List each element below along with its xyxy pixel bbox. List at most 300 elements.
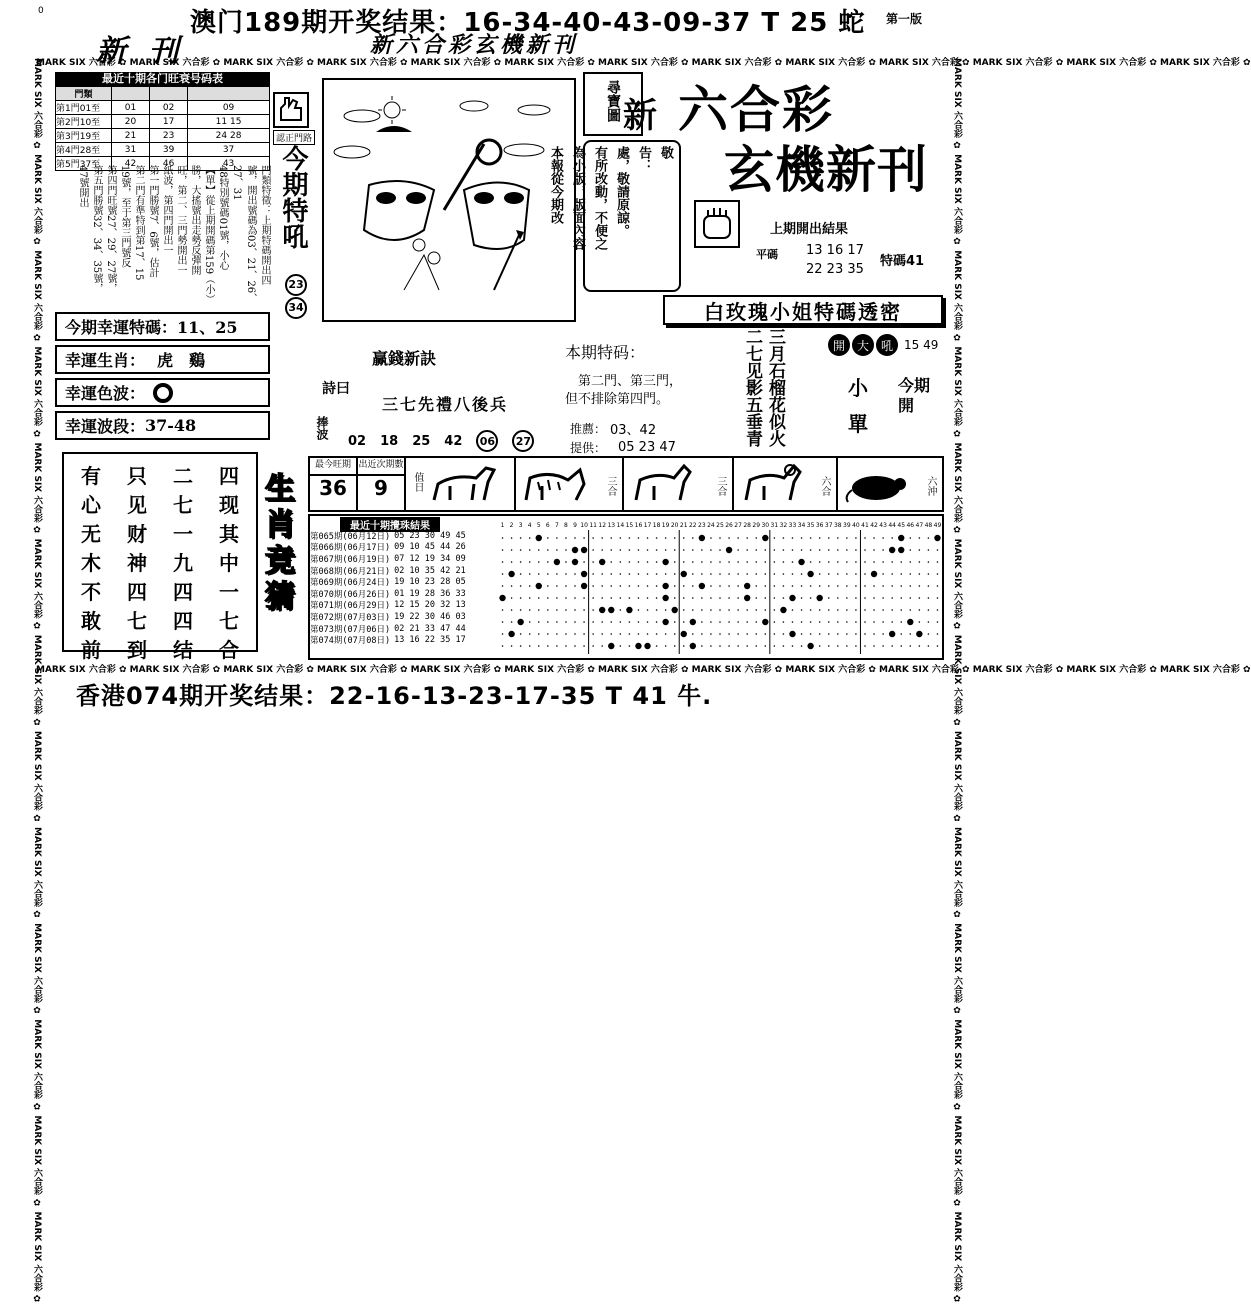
drawn-number-dot xyxy=(898,535,904,541)
grid-dot xyxy=(547,633,549,635)
grid-column-number: 6 xyxy=(545,522,550,529)
grid-dot xyxy=(774,633,776,635)
tiger-cell: 三合 xyxy=(516,458,624,512)
grid-dot xyxy=(919,549,921,551)
grid-dot xyxy=(502,633,504,635)
grid-dot xyxy=(520,561,522,563)
grid-dot xyxy=(873,585,875,587)
grid-dot xyxy=(683,537,685,539)
grid-dot xyxy=(511,561,513,563)
grid-column-number: 13 xyxy=(607,522,616,529)
grid-column-number: 18 xyxy=(652,522,661,529)
grid-dot xyxy=(928,537,930,539)
doors-table xyxy=(55,86,270,171)
grid-dot xyxy=(810,561,812,563)
grid-dot xyxy=(610,573,612,575)
grid-dot xyxy=(710,585,712,587)
grid-dot xyxy=(620,633,622,635)
grid-dot xyxy=(647,537,649,539)
grid-column-number: 20 xyxy=(670,522,679,529)
grid-dot xyxy=(828,561,830,563)
grid-dot xyxy=(919,597,921,599)
list-item: 第073期 (07月06日) 02 21 33 47 44 xyxy=(310,623,466,635)
drawn-number-dot xyxy=(671,607,677,613)
grid-dot xyxy=(837,549,839,551)
drawn-number-dot xyxy=(681,571,687,577)
grid-dot xyxy=(701,573,703,575)
grid-dot xyxy=(520,573,522,575)
grid-dot xyxy=(837,645,839,647)
bottom-mark-six-strip: MARK SIX 六合彩 ✿ MARK SIX 六合彩 ✿ MARK SIX 六合彩 ✿ MARK SIX 六合彩 ✿ MARK SIX 六合彩 ✿ MARK SIX 六合彩 ✿ MARK SIX 六合彩 ✿ MARK SIX 六合彩 ✿ MARK SIX 六合彩 ✿ MARK SIX 六合彩 ✿ MARK SIX 六合彩 ✿ MARK SIX 六合彩 ✿ MARK SIX 六合彩 ✿ xyxy=(36,665,1251,675)
grid-dot xyxy=(710,561,712,563)
grid-dot xyxy=(529,561,531,563)
grid-dot xyxy=(801,549,803,551)
grid-dot xyxy=(928,549,930,551)
grid-dot xyxy=(937,621,939,623)
grid-dot xyxy=(755,573,757,575)
drawn-number-dot xyxy=(789,595,795,601)
grid-dot xyxy=(529,621,531,623)
grid-dot xyxy=(864,573,866,575)
grid-dot xyxy=(746,573,748,575)
ram-cell: 六合 xyxy=(734,458,838,512)
grid-dot xyxy=(592,573,594,575)
grid-dot xyxy=(529,585,531,587)
grid-dot xyxy=(891,537,893,539)
grid-dot xyxy=(846,597,848,599)
drawn-number-dot xyxy=(807,571,813,577)
drawn-number-dot xyxy=(536,535,542,541)
drawn-number-dot xyxy=(699,583,705,589)
grid-dot xyxy=(601,573,603,575)
grid-dot xyxy=(620,537,622,539)
lucky-zodiac-row: 幸運生肖： 虎 鷄 xyxy=(55,345,270,374)
riddle-box xyxy=(746,330,786,449)
grid-dot xyxy=(937,609,939,611)
grid-dot xyxy=(601,597,603,599)
horse-cell: 值日 xyxy=(406,458,516,512)
grid-dot xyxy=(837,621,839,623)
lucky-panel xyxy=(55,312,270,444)
grid-dot xyxy=(638,597,640,599)
grid-dot xyxy=(864,633,866,635)
grid-dot xyxy=(774,573,776,575)
grid-dot xyxy=(819,537,821,539)
grid-dot xyxy=(882,597,884,599)
grid-dot xyxy=(565,537,567,539)
grid-dot xyxy=(882,561,884,563)
grid-dot xyxy=(900,621,902,623)
grid-dot xyxy=(828,645,830,647)
grid-dot xyxy=(728,621,730,623)
grid-dot xyxy=(601,537,603,539)
logo-title-1: 六合彩 xyxy=(678,80,834,139)
grid-dot xyxy=(629,537,631,539)
grid-dot xyxy=(547,549,549,551)
grid-dot xyxy=(728,645,730,647)
drawn-number-dot xyxy=(662,595,668,601)
grid-dot xyxy=(728,561,730,563)
grid-dot xyxy=(846,549,848,551)
grid-dot xyxy=(692,549,694,551)
grid-column-number: 23 xyxy=(698,522,706,529)
edition-label: 第一版 xyxy=(886,12,923,26)
most-count-cell: 最今旺期 36 xyxy=(310,458,358,512)
grid-dot xyxy=(692,573,694,575)
grid-dot xyxy=(547,573,549,575)
grid-dot xyxy=(728,609,730,611)
grid-dot xyxy=(656,621,658,623)
grid-dot xyxy=(919,585,921,587)
grid-dot xyxy=(837,561,839,563)
grid-dot xyxy=(610,597,612,599)
grid-dot xyxy=(765,549,767,551)
drawn-number-dot xyxy=(744,583,750,589)
grid-dot xyxy=(502,573,504,575)
grid-dot xyxy=(783,537,785,539)
grid-dot xyxy=(891,573,893,575)
drawn-number-dot xyxy=(626,607,632,613)
drawn-number-dot xyxy=(554,559,560,565)
drawn-number-dot xyxy=(898,547,904,553)
grid-dot xyxy=(511,609,513,611)
grid-dot xyxy=(928,561,930,563)
grid-dot xyxy=(855,561,857,563)
grid-dot xyxy=(620,561,622,563)
grid-dot xyxy=(810,597,812,599)
grid-dot xyxy=(864,585,866,587)
grid-dot xyxy=(719,585,721,587)
grid-dot xyxy=(900,597,902,599)
grid-dot xyxy=(574,537,576,539)
grid-column-number: 32 xyxy=(779,522,788,529)
grid-column-number: 5 xyxy=(536,522,541,529)
grid-dot xyxy=(882,585,884,587)
poem-text: 三七先禮八後兵 xyxy=(382,395,509,414)
grid-dot xyxy=(674,573,676,575)
lucky-color-row: 幸運色波： xyxy=(55,378,270,407)
table-row: 第1門01至 01 02 09 xyxy=(56,101,270,115)
special-code-line1: 第二門、第三門， xyxy=(578,374,683,389)
grid-column-number: 3 xyxy=(518,522,523,529)
grid-dot xyxy=(891,561,893,563)
grid-dot xyxy=(665,609,667,611)
history-title: 最近十期攪珠結果 xyxy=(340,517,440,532)
grid-dot xyxy=(692,585,694,587)
logo-xin: 新 xyxy=(623,96,657,136)
grid-dot xyxy=(719,549,721,551)
grid-dot xyxy=(928,573,930,575)
grid-dot xyxy=(529,633,531,635)
grid-dot xyxy=(656,645,658,647)
grid-dot xyxy=(882,621,884,623)
grid-dot xyxy=(574,633,576,635)
grid-dot xyxy=(928,621,930,623)
grid-column-number: 7 xyxy=(554,522,559,529)
grid-dot xyxy=(783,597,785,599)
grid-dot xyxy=(728,573,730,575)
last-result-flat-label: 平碼 xyxy=(756,248,778,261)
grid-dot xyxy=(909,561,911,563)
goat-cell: 三合 xyxy=(624,458,734,512)
grid-dot xyxy=(919,537,921,539)
grid-dot xyxy=(882,549,884,551)
drawn-number-dot xyxy=(807,643,813,649)
goat-icon xyxy=(628,460,698,508)
grid-dot xyxy=(737,549,739,551)
grid-dot xyxy=(864,645,866,647)
logo-title-2: 玄機新刊 xyxy=(724,140,928,199)
grid-dot xyxy=(547,597,549,599)
grid-dot xyxy=(801,609,803,611)
grid-dot xyxy=(520,633,522,635)
grid-dot xyxy=(520,597,522,599)
grid-dot xyxy=(592,549,594,551)
grid-dot xyxy=(683,621,685,623)
list-item: 第068期 (06月21日) 02 10 35 42 21 xyxy=(310,565,466,577)
grid-dot xyxy=(583,561,585,563)
grid-dot xyxy=(683,609,685,611)
grid-dot xyxy=(746,633,748,635)
grid-dot xyxy=(538,609,540,611)
grid-dot xyxy=(746,609,748,611)
grid-dot xyxy=(873,621,875,623)
grid-dot xyxy=(665,633,667,635)
grid-column-number: 41 xyxy=(861,522,869,529)
grid-column-number: 36 xyxy=(815,522,824,529)
grid-column-number: 47 xyxy=(915,522,924,529)
grid-dot xyxy=(665,537,667,539)
grid-dot xyxy=(837,537,839,539)
drawn-number-dot xyxy=(581,571,587,577)
grid-dot xyxy=(728,537,730,539)
grid-dot xyxy=(601,549,603,551)
grid-dot xyxy=(647,609,649,611)
grid-dot xyxy=(556,645,558,647)
grid-dot xyxy=(837,633,839,635)
grid-dot xyxy=(792,645,794,647)
open-big-row: 開 大 吼 15 49 xyxy=(828,334,938,356)
grid-column-number: 31 xyxy=(770,522,779,529)
grid-dot xyxy=(900,573,902,575)
grid-dot xyxy=(538,597,540,599)
grid-dot xyxy=(665,549,667,551)
grid-dot xyxy=(728,597,730,599)
grid-dot xyxy=(610,621,612,623)
drawn-number-dot xyxy=(789,631,795,637)
grid-dot xyxy=(783,561,785,563)
grid-column-number: 21 xyxy=(679,522,688,529)
grid-dot xyxy=(629,621,631,623)
grid-dot xyxy=(719,645,721,647)
grid-dot xyxy=(629,597,631,599)
grid-dot xyxy=(755,549,757,551)
grid-dot xyxy=(583,597,585,599)
grid-dot xyxy=(556,549,558,551)
grid-dot xyxy=(610,585,612,587)
grid-column-number: 28 xyxy=(743,522,752,529)
drawn-number-dot xyxy=(517,619,523,625)
grid-dot xyxy=(737,561,739,563)
grid-dot xyxy=(828,597,830,599)
grid-dot xyxy=(592,645,594,647)
grid-dot xyxy=(674,537,676,539)
last-result-title: 上期開出結果 xyxy=(770,222,849,237)
grid-dot xyxy=(674,597,676,599)
special-code-line2: 但不排除第四門。 xyxy=(565,392,670,407)
grid-dot xyxy=(565,645,567,647)
grid-dot xyxy=(638,549,640,551)
grid-dot xyxy=(937,585,939,587)
grid-column-number: 46 xyxy=(906,522,915,529)
drawn-number-dot xyxy=(690,643,696,649)
grid-column-number: 27 xyxy=(734,522,742,529)
grid-dot xyxy=(638,621,640,623)
grid-dot xyxy=(928,597,930,599)
grid-dot xyxy=(801,633,803,635)
cartoon-frame xyxy=(322,78,576,322)
grid-dot xyxy=(574,585,576,587)
grid-dot xyxy=(746,549,748,551)
grid-column-number: 22 xyxy=(688,522,697,529)
grid-dot xyxy=(737,645,739,647)
grid-dot xyxy=(873,537,875,539)
table-row: 第5門37至 42 46 43 xyxy=(56,157,270,171)
grid-column-number: 24 xyxy=(707,522,715,529)
grid-column-number: 12 xyxy=(598,522,607,529)
grid-dot xyxy=(620,645,622,647)
grid-dot xyxy=(919,573,921,575)
grid-dot xyxy=(864,597,866,599)
grid-dot xyxy=(928,633,930,635)
rat-icon xyxy=(842,466,912,506)
grid-dot xyxy=(683,549,685,551)
grid-dot xyxy=(701,597,703,599)
grid-dot xyxy=(502,585,504,587)
drawn-number-dot xyxy=(662,583,668,589)
grid-column-number: 2 xyxy=(509,522,514,529)
grid-dot xyxy=(565,597,567,599)
drawn-number-dot xyxy=(599,559,605,565)
grid-dot xyxy=(692,609,694,611)
drawn-number-dot xyxy=(581,547,587,553)
drawn-number-dot xyxy=(508,631,514,637)
grid-dot xyxy=(601,585,603,587)
grid-dot xyxy=(674,585,676,587)
jinqi-title: 今期特吼 xyxy=(278,145,308,249)
drawn-number-dot xyxy=(762,535,768,541)
jinqi-num-1: 23 xyxy=(285,273,307,296)
grid-column-number: 25 xyxy=(716,522,724,529)
history-list xyxy=(310,530,476,646)
grid-dot xyxy=(737,573,739,575)
grid-dot xyxy=(855,645,857,647)
grid-dot xyxy=(755,609,757,611)
grid-dot xyxy=(538,621,540,623)
grid-dot xyxy=(701,561,703,563)
grid-dot xyxy=(855,573,857,575)
list-item: 第069期 (06月24日) 19 10 23 28 05 xyxy=(310,577,466,589)
grid-column-number: 11 xyxy=(589,522,597,529)
grid-column-number: 15 xyxy=(625,522,634,529)
grid-dot xyxy=(529,645,531,647)
grid-dot xyxy=(746,537,748,539)
grid-dot xyxy=(919,645,921,647)
grid-dot xyxy=(710,633,712,635)
grid-column-number: 44 xyxy=(888,522,896,529)
grid-dot xyxy=(828,633,830,635)
grid-dot xyxy=(819,549,821,551)
grid-dot xyxy=(665,645,667,647)
grid-dot xyxy=(538,561,540,563)
drawn-number-dot xyxy=(726,547,732,553)
grid-dot xyxy=(592,609,594,611)
table-row: 第2門10至 20 17 11 15 xyxy=(56,115,270,129)
grid-column-number: 26 xyxy=(725,522,733,529)
grid-dot xyxy=(565,585,567,587)
grid-dot xyxy=(520,645,522,647)
grid-dot xyxy=(565,561,567,563)
grid-dot xyxy=(909,573,911,575)
grid-dot xyxy=(891,609,893,611)
grid-dot xyxy=(737,633,739,635)
grid-dot xyxy=(620,585,622,587)
grid-dot xyxy=(620,621,622,623)
ram-icon xyxy=(738,460,808,508)
drawn-number-dot xyxy=(572,547,578,553)
grid-dot xyxy=(529,597,531,599)
grid-dot xyxy=(529,537,531,539)
grid-column-number: 8 xyxy=(564,522,568,529)
grid-dot xyxy=(647,621,649,623)
grid-dot xyxy=(792,585,794,587)
grid-dot xyxy=(873,561,875,563)
horse-icon xyxy=(424,460,512,508)
grid-dot xyxy=(900,585,902,587)
grid-dot xyxy=(574,621,576,623)
grid-dot xyxy=(846,633,848,635)
grid-column-number: 16 xyxy=(634,522,643,529)
grid-dot xyxy=(529,573,531,575)
grid-dot xyxy=(620,609,622,611)
grid-dot xyxy=(919,609,921,611)
grid-dot xyxy=(783,549,785,551)
grid-dot xyxy=(647,597,649,599)
grid-dot xyxy=(583,621,585,623)
grid-dot xyxy=(565,549,567,551)
grid-column-number: 45 xyxy=(897,522,906,529)
single-label: 單 xyxy=(848,412,868,436)
grid-dot xyxy=(710,573,712,575)
grid-dot xyxy=(783,645,785,647)
grid-column-number: 38 xyxy=(833,522,842,529)
grid-dot xyxy=(928,609,930,611)
grid-dot xyxy=(837,609,839,611)
drawn-number-dot xyxy=(744,595,750,601)
grid-dot xyxy=(891,621,893,623)
small-label: 小 xyxy=(848,376,868,400)
grid-dot xyxy=(538,573,540,575)
lucky-special-row: 今期幸運特碼： 11、25 xyxy=(55,312,270,341)
grid-dot xyxy=(656,549,658,551)
grid-dot xyxy=(828,573,830,575)
grid-dot xyxy=(574,597,576,599)
right-mark-six-strip: MARK SIX 六合彩 ✿ MARK SIX 六合彩 ✿ MARK SIX 六合彩 ✿ MARK SIX 六合彩 ✿ MARK SIX 六合彩 ✿ MARK SIX 六合彩 ✿ MARK SIX 六合彩 ✿ MARK SIX 六合彩 ✿ MARK SIX 六合彩 ✿ MARK SIX 六合彩 ✿ MARK SIX 六合彩 ✿ MARK SIX 六合彩 ✿ MARK SIX 六合彩 ✿ xyxy=(952,58,962,1305)
drawn-number-dot xyxy=(644,643,650,649)
grid-dot xyxy=(755,561,757,563)
list-item: 第066期 (06月17日) 09 10 45 44 26 xyxy=(310,542,466,554)
grid-dot xyxy=(620,573,622,575)
